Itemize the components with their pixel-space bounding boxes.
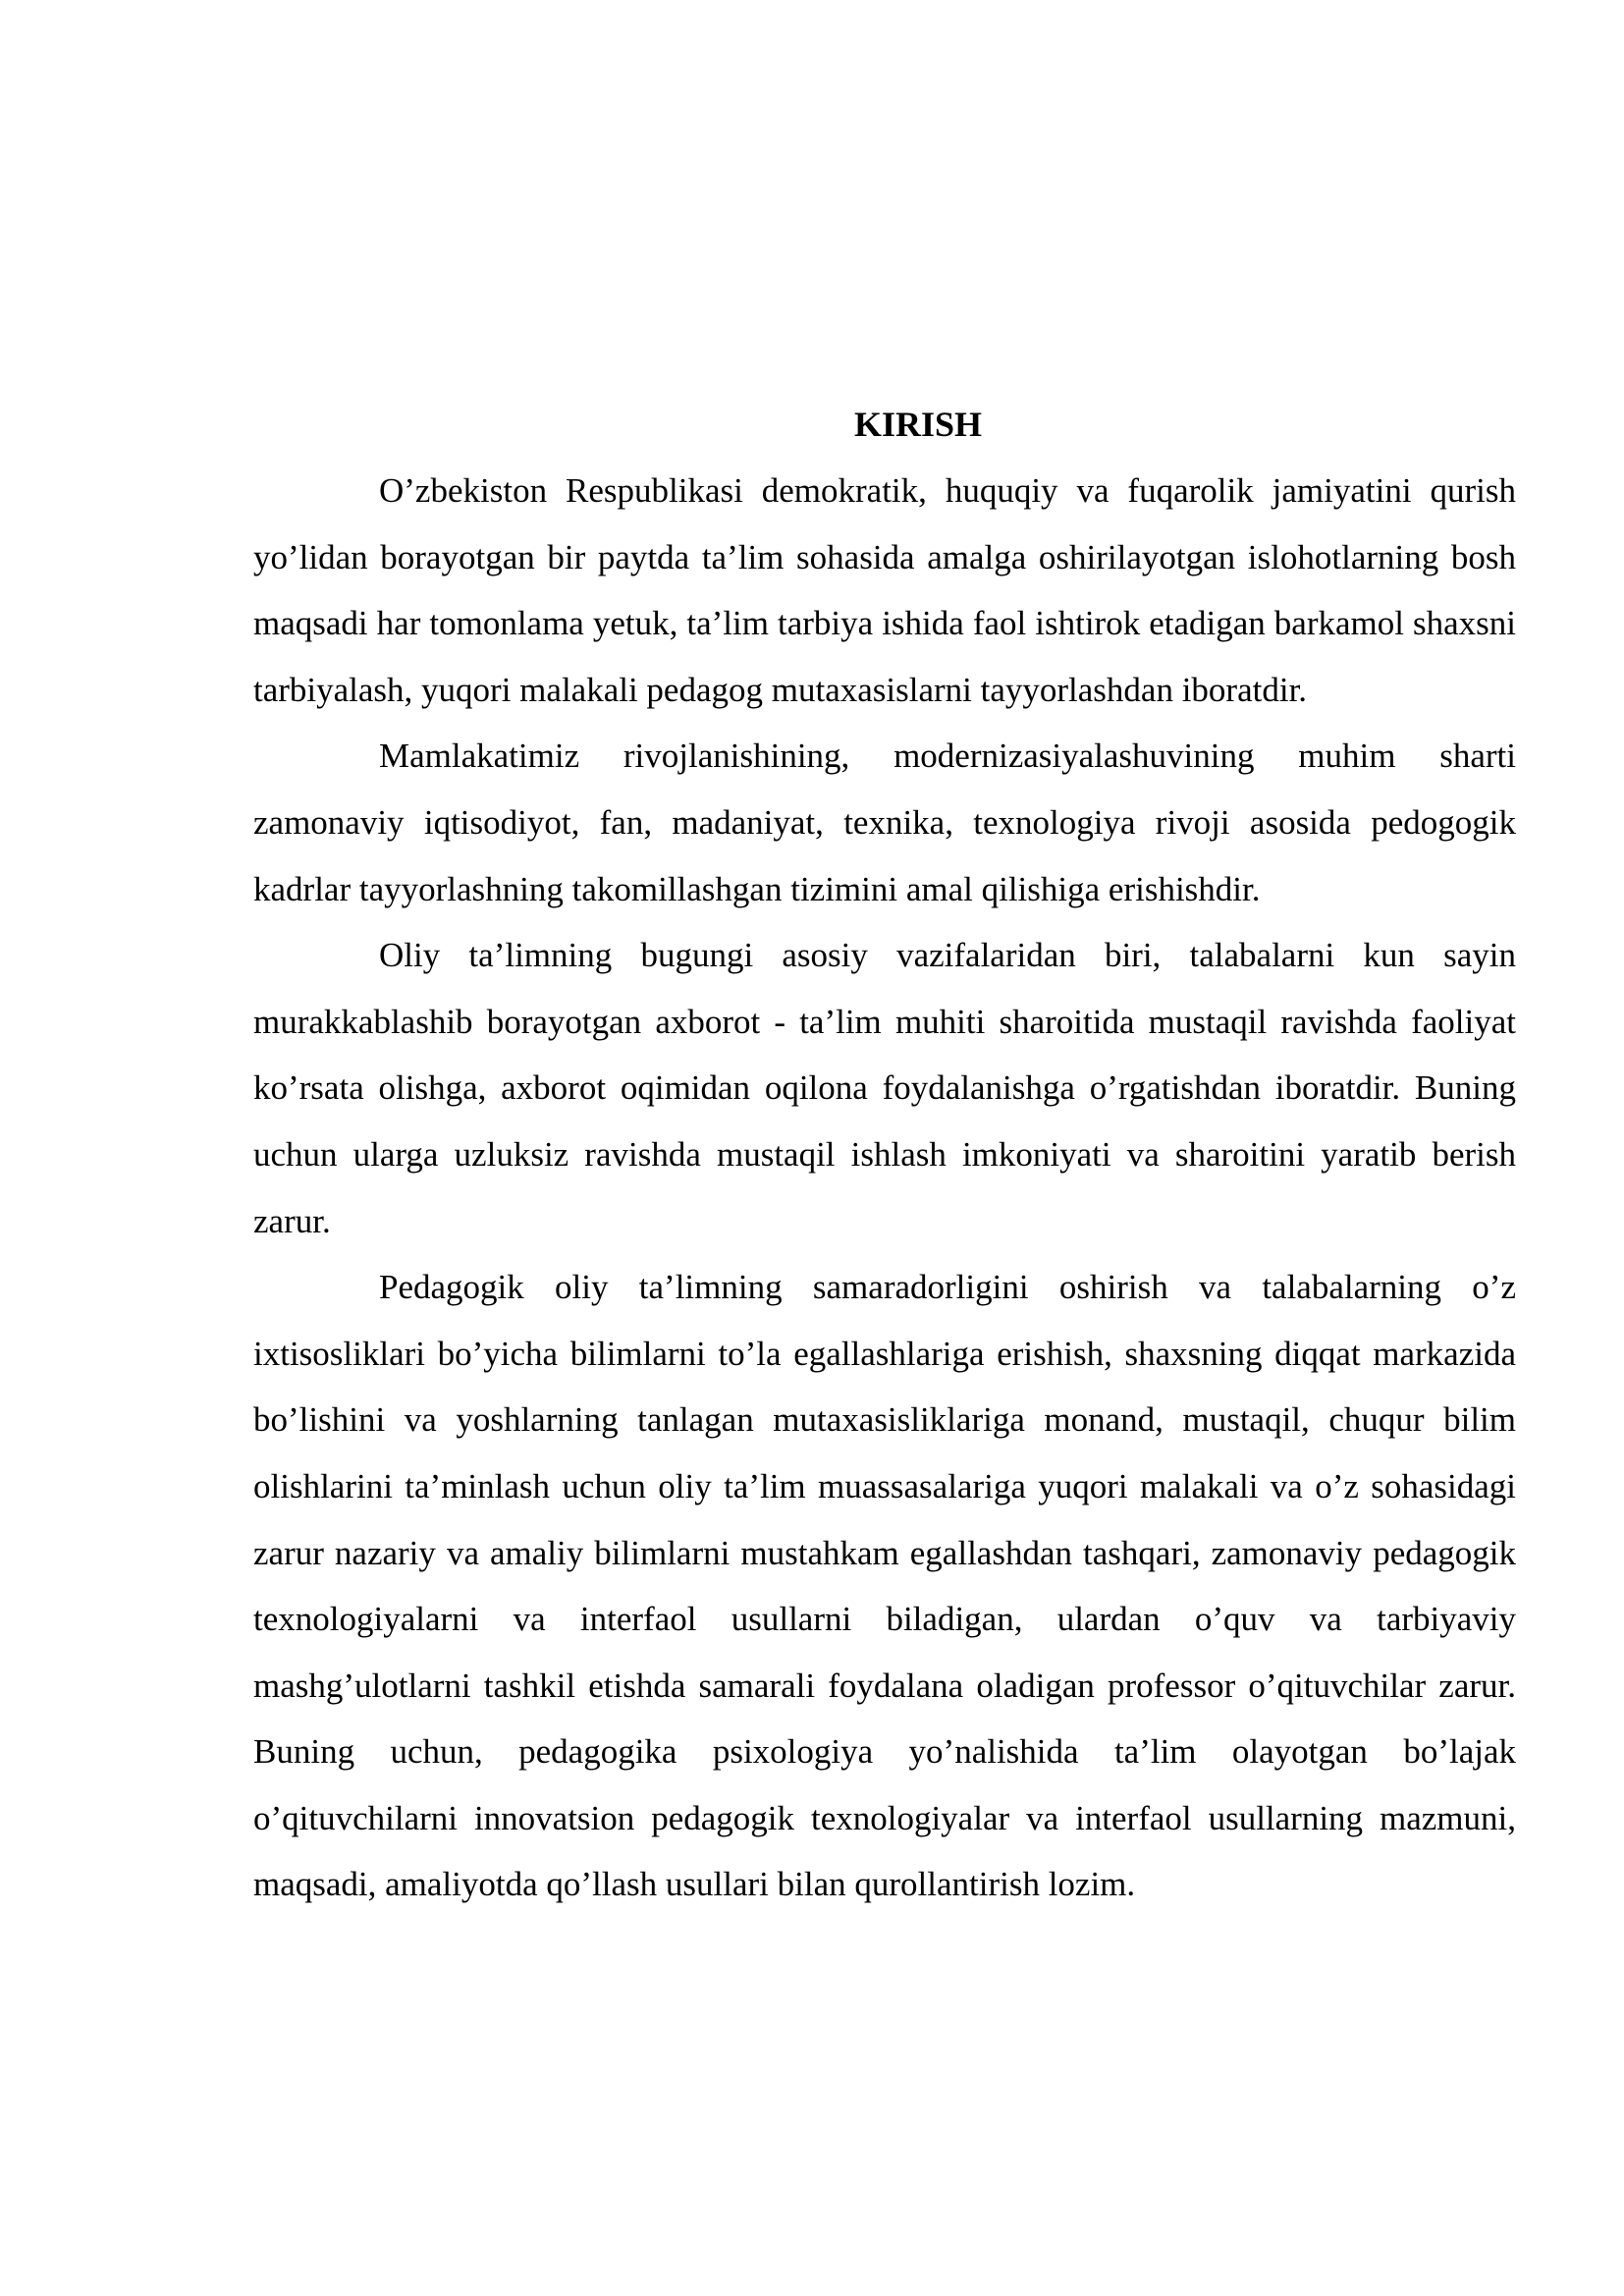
paragraph-1: O’zbekiston Respublikasi demokratik, huquqiy va fuqarolik jamiyatini qurish yo’lidan borayotgan bir paytda ta’lim sohasida amalga oshirilayotgan islohotlarning bosh maqsadi har tomonlama yetuk, ta’lim tarbiya ishida faol ishtirok etadigan barkamol shaxsni tarbiyalash, yuqori malakali pedagog mutaxasislarni tayyorlashdan iboratdir. bbox=[253, 471, 1516, 709]
paragraph-3: Oliy ta’limning bugungi asosiy vazifalaridan biri, talabalarni kun sayin murakkablashib borayotgan axborot - ta’lim muhiti sharoitida mustaqil ravishda faoliyat ko’rsata olishga, axborot oqimidan oqilona foydalanishga o’rgatishdan iboratdir. Buning uchun ularga uzluksiz ravishda mustaqil ishlash imkoniyati va sharoitini yaratib berish zarur. bbox=[253, 936, 1516, 1240]
document-body bbox=[253, 391, 1516, 1918]
paragraph-2: Mamlakatimiz rivojlanishining, modernizasiyalashuvining muhim sharti zamonaviy iqtisodiyot, fan, madaniyat, texnika, texnologiya rivoji asosida pedogogik kadrlar tayyorlashning takomillashgan tizimini amal qilishiga erishishdir. bbox=[253, 737, 1516, 908]
document-title: KIRISH bbox=[853, 405, 983, 444]
paragraph-4: Pedagogik oliy ta’limning samaradorligini oshirish va talabalarning o’z ixtisosliklari bo’yicha bilimlarni to’la egallashlariga erishish, shaxsning diqqat markazida bo’lishini va yoshlarning tanlagan mutaxasisliklariga monand, mustaqil, chuqur bilim olishlarini ta’minlash uchun oliy ta’lim muassasalariga yuqori malakali va o’z sohasidagi zarur nazariy va amaliy bilimlarni mustahkam egallashdan tashqari, zamonaviy pedagogik texnologiyalarni va interfaol usullarni biladigan, ulardan o’quv va tarbiyaviy mashg’ulotlarni tashkil etishda samarali foydalana oladigan professor o’qituvchilar zarur. Buning uchun, pedagogika psixologiya yo’nalishida ta’lim olayotgan bo’lajak o’qituvchilarni innovatsion pedagogik texnologiyalar va interfaol usullarning mazmuni, maqsadi, amaliyotda qo’llash usullari bilan qurollantirish lozim. bbox=[253, 1268, 1516, 1904]
